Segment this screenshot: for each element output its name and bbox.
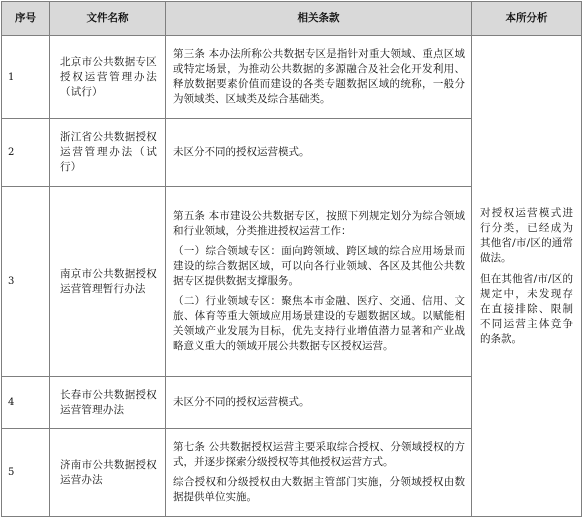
row-clause-cell — [166, 187, 472, 377]
row-document-name: 长春市公共数据授权运营管理办法 — [50, 377, 166, 429]
row-serial-number: 5 — [2, 429, 50, 517]
analysis-paragraph: 对授权运营模式进行分类，已经成为其他省/市/区的通常做法。 — [480, 206, 573, 264]
row-document-name: 济南市公共数据授权运营办法 — [50, 429, 166, 517]
row-clause-cell — [166, 36, 472, 119]
row-serial-number: 2 — [2, 119, 50, 187]
regulation-comparison-table — [1, 1, 582, 517]
row-clause-cell — [166, 429, 472, 517]
clause-paragraph: 未区分不同的授权运营模式。 — [173, 146, 310, 158]
clause-paragraph: 第五条 本市建设公共数据专区，按照下列规定划分为综合领域和行业领域，分类推进授权运营工作： — [173, 210, 465, 237]
table-header-row — [2, 2, 582, 36]
clause-paragraph: 综合授权和分级授权由大数据主管部门实施，分领域授权由数据提供单位实施。 — [173, 476, 465, 503]
row-serial-number: 1 — [2, 36, 50, 119]
clause-paragraph: 第七条 公共数据授权运营主要采取综合授权、分领域授权的方式，并逐步探索分级授权等其他授权运营方式。 — [173, 441, 465, 468]
clause-paragraph: （二）行业领域专区：聚焦本市金融、医疗、交通、信用、文旅、体育等重大领域应用场景建设的专题数据区域。以赋能相关领域产业发展为目标，优先支持行业增值潜力显著和产业战略意义重大的领域开展公共数据专区授权运营。 — [173, 295, 465, 352]
header-firm-analysis: 本所分析 — [472, 2, 582, 36]
clause-paragraph: 第三条 本办法所称公共数据专区是指针对重大领域、重点区域或特定场景，为推动公共数据的多源融合及社会化开发利用、释放数据要素价值而建设的各类专题数据区域的统称，一般分为领域类、区域类及综合基础类。 — [173, 48, 465, 105]
analysis-cell — [472, 36, 582, 517]
row-document-name: 南京市公共数据授权运营管理暂行办法 — [50, 187, 166, 377]
row-document-name: 北京市公共数据专区授权运营管理办法（试行） — [50, 36, 166, 119]
row-clause-cell — [166, 377, 472, 429]
clause-paragraph: （一）综合领域专区：面向跨领域、跨区域的综合应用场景而建设的综合数据区域，可以向各行业领域、各区及其他公共数据专区提供数据支撑服务。 — [173, 245, 465, 287]
row-document-name: 浙江省公共数据授权运营管理办法（试行） — [50, 119, 166, 187]
row-serial-number: 3 — [2, 187, 50, 377]
table-row — [2, 36, 582, 119]
clause-paragraph: 未区分不同的授权运营模式。 — [173, 396, 310, 408]
header-document-name: 文件名称 — [50, 2, 166, 36]
header-related-clauses: 相关条款 — [166, 2, 472, 36]
row-clause-cell — [166, 119, 472, 187]
analysis-paragraph: 但在其他省/市/区的规定中，未发现存在直接排除、限制不同运营主体竞争的条款。 — [480, 272, 573, 345]
header-serial-number: 序号 — [2, 2, 50, 36]
row-serial-number: 4 — [2, 377, 50, 429]
